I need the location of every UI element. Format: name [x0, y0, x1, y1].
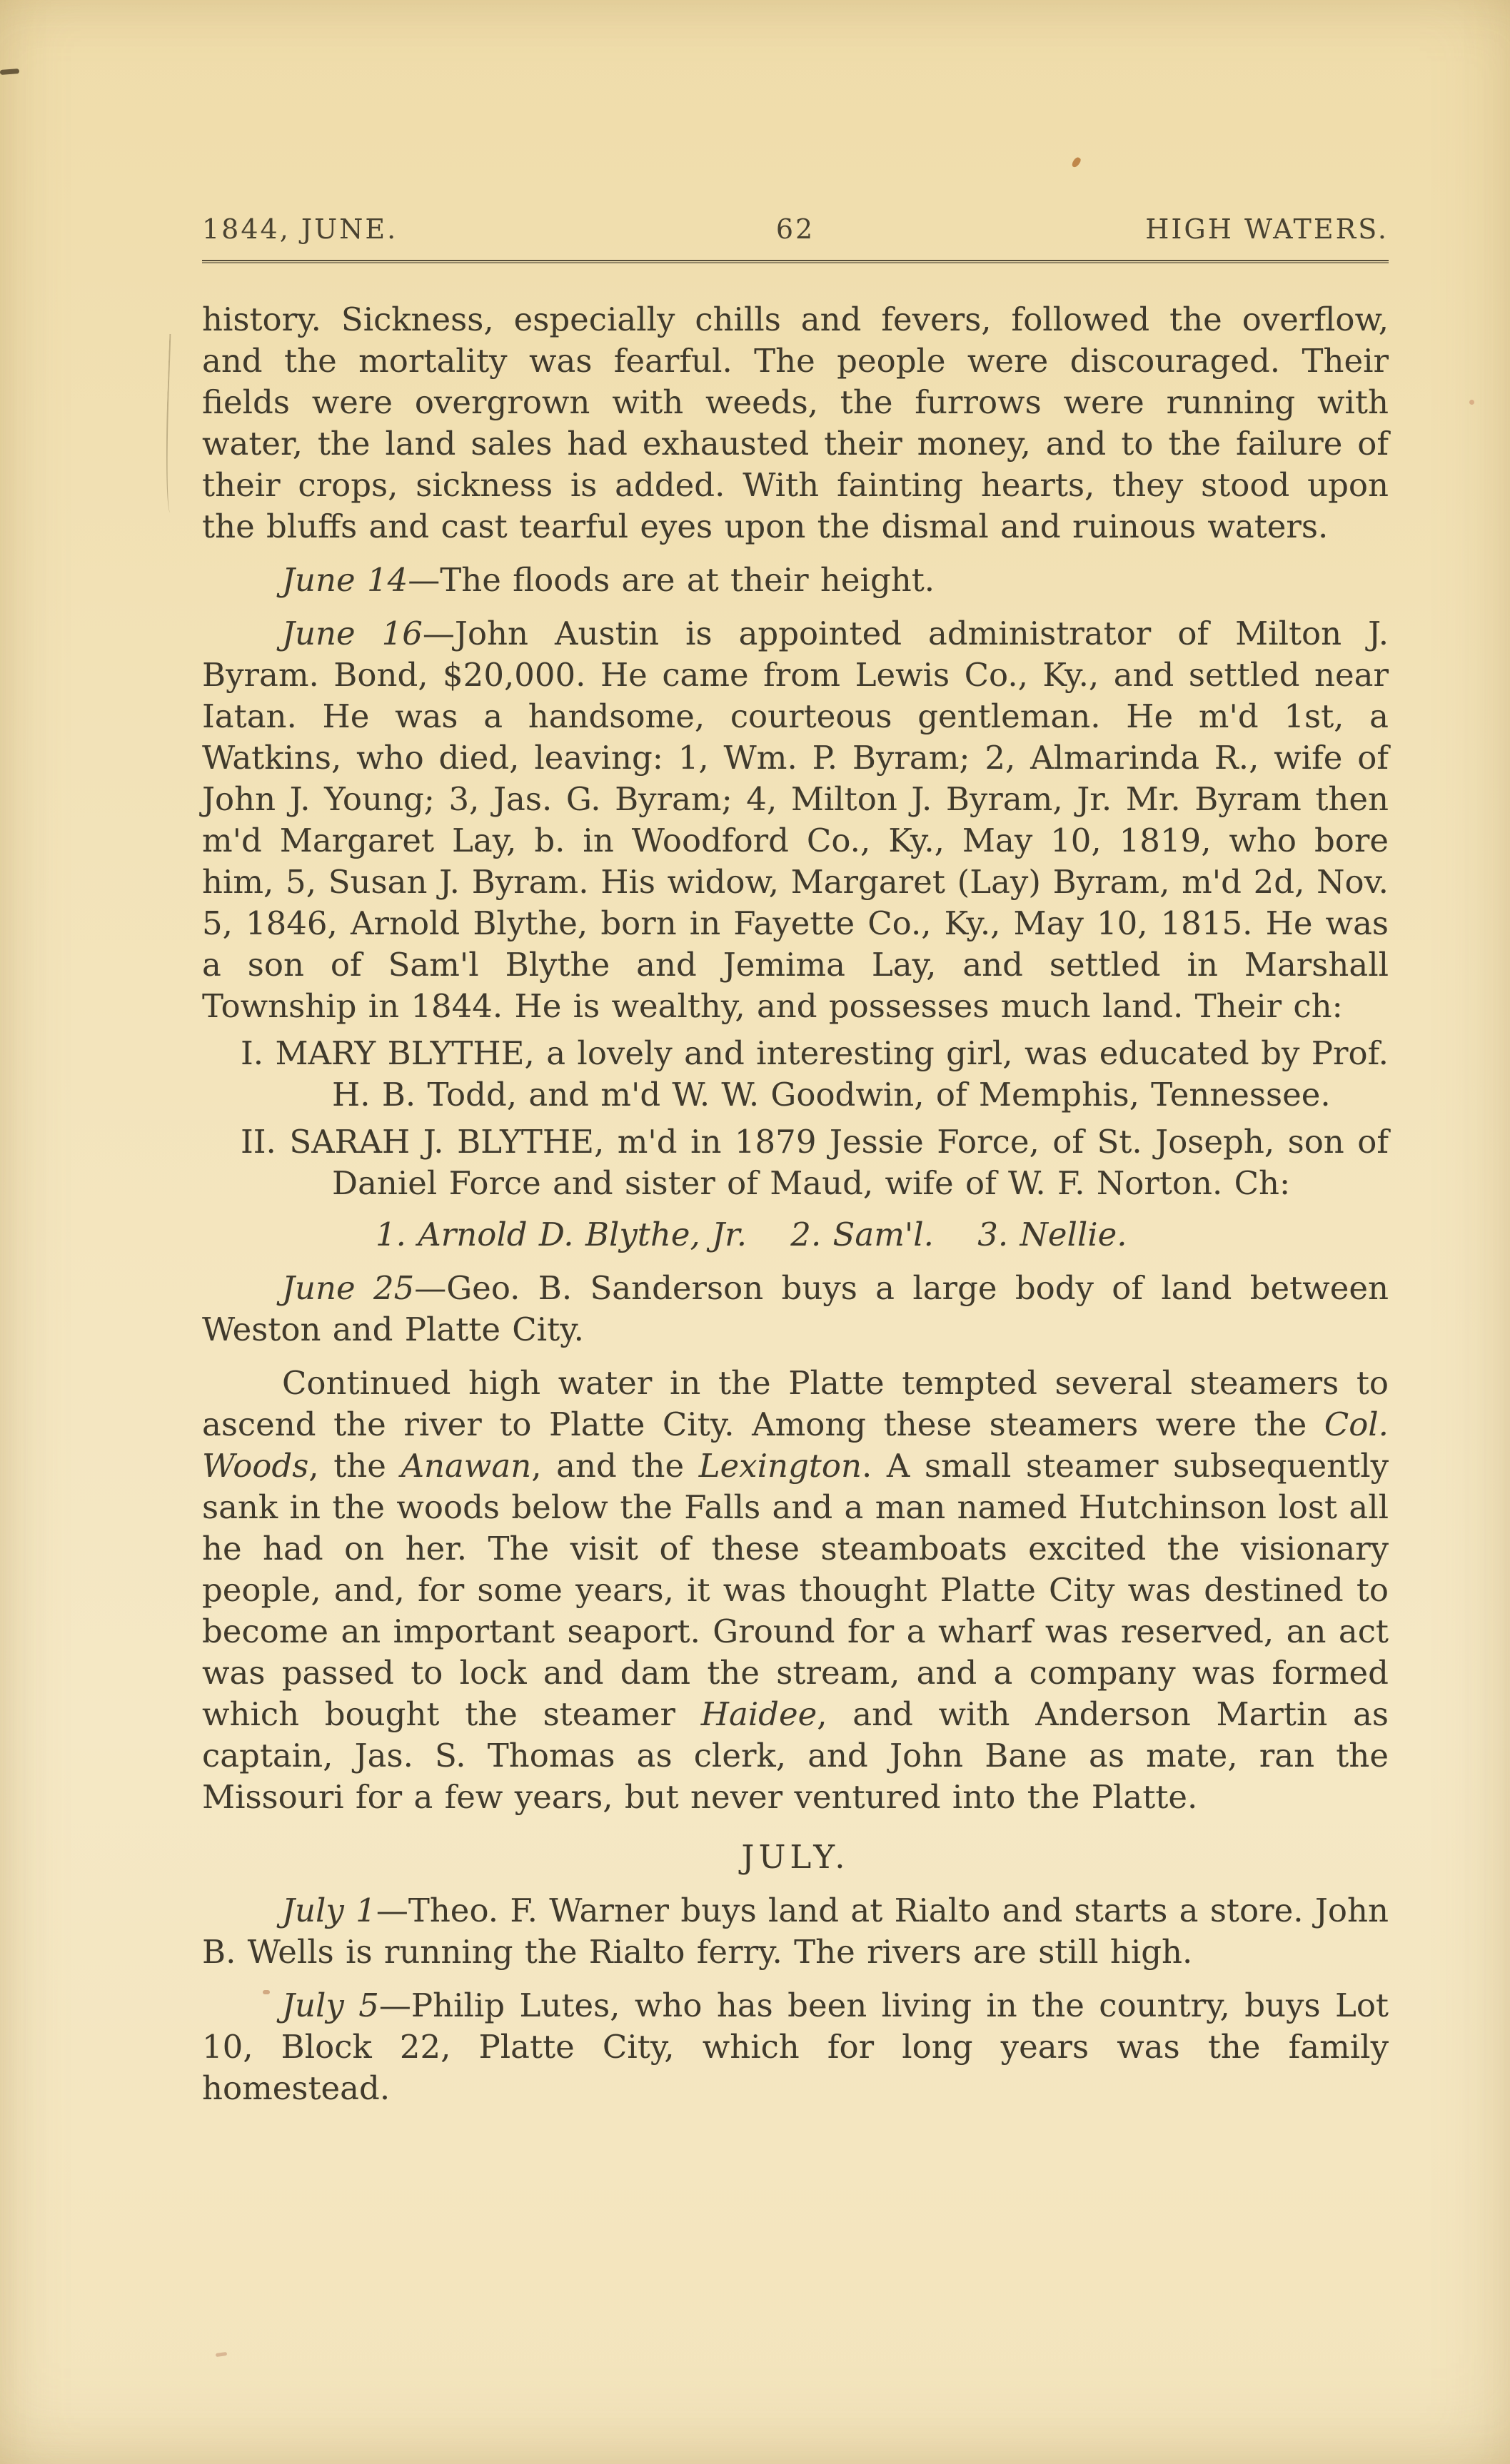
page-number: 62: [775, 213, 815, 245]
text-run: Continued high water in the Platte tempted several steamers to ascend the river to Platte City. Among these steamers were the: [202, 1364, 1389, 1443]
page-content: [202, 214, 1389, 2109]
italic-run: Haidee: [700, 1695, 817, 1733]
text-run: —John Austin is appointed administrator of Milton J. Byram. Bond, $20,000. He came from Lewis Co., Ky., and settled near Iatan. He was a handsome, courteous gentleman. He m'd 1st, a Watkins, who died, leaving: 1, Wm. P. Byram; 2, Almarinda R., wife of John J. Young; 3, Jas. G. Byram; 4, Milton J. Byram, Jr. Mr. Byram then m'd Margaret Lay, b. in Woodford Co., Ky., May 10, 1819, who bore him, 5, Susan J. Byram. His widow, Margaret (Lay) Byram, m'd 2d, Nov. 5, 1846, Arnold Blythe, born in Fayette Co., Ky., May 10, 1815. He was a son of Sam'l Blythe and Jemima Lay, and settled in Marshall Township in 1844. He is wealthy, and possesses much land. Their ch:: [202, 615, 1389, 1025]
paragraph: [202, 1033, 1389, 1116]
text-run: —Geo. B. Sanderson buys a large body of land between Weston and Platte City.: [202, 1269, 1389, 1348]
paragraph: [202, 560, 1389, 601]
italic-run: 1. Arnold D. Blythe, Jr. 2. Sam'l. 3. Nellie.: [376, 1216, 1127, 1253]
italic-run: July 5: [282, 1986, 379, 2024]
text-run: I. MARY BLYTHE, a lovely and interesting girl, was educated by Prof. H. B. Todd, and m'd W. W. Goodwin, of Memphis, Tennessee.: [241, 1034, 1389, 1114]
italic-run: June 16: [282, 615, 423, 652]
running-header: [202, 214, 1389, 244]
italic-run: Col. Woods: [202, 1405, 1389, 1485]
text-run: —The floods are at their height.: [408, 561, 935, 599]
paragraph: [202, 613, 1389, 1027]
paragraph: [202, 299, 1389, 547]
paper-speck: [1469, 400, 1474, 405]
italic-run: June 14: [282, 561, 408, 599]
header-rule: [202, 260, 1389, 263]
text-run: history. Sickness, especially chills and fevers, followed the overflow, and the mortality was fearful. The people were discouraged. Their fields were overgrown with weeds, the furrows were running with water, the land sales had exhausted their money, and to the failure of their crops, sickness is added. With fainting hearts, they stood upon the bluffs and cast tearful eyes upon the dismal and ruinous waters.: [202, 301, 1389, 545]
section-heading: [202, 1837, 1389, 1878]
italic-run: June 25: [282, 1269, 415, 1307]
text-run: , and with Anderson Martin as captain, Jas. S. Thomas as clerk, and John Bane as mate, ran the Missouri for a few years, but never ventured into the Platte.: [202, 1695, 1389, 1816]
paper-speck: [216, 2352, 228, 2357]
paragraph: [202, 1890, 1389, 1973]
text-run: . A small steamer subsequently sank in the woods below the Falls and a man named Hutchinson lost all he had on her. The visit of these steamboats excited the visionary people, and, for some years, it was thought Platte City was destined to become an important seaport. Ground for a wharf was reserved, an act was passed to lock and dam the stream, and a company was formed which bought the steamer: [202, 1447, 1389, 1733]
text-run: —Philip Lutes, who has been living in the country, buys Lot 10, Block 22, Platte City, which for long years was the family homestead.: [202, 1986, 1389, 2107]
paragraph: [202, 1363, 1389, 1818]
paragraph: [202, 1121, 1389, 1204]
paragraph: [202, 1214, 1389, 1256]
paper-speck: [0, 69, 19, 75]
text-run: II. SARAH J. BLYTHE, m'd in 1879 Jessie Force, of St. Joseph, son of Daniel Force and sister of Maud, wife of W. F. Norton. Ch:: [241, 1123, 1389, 1202]
text-run: , the: [308, 1447, 401, 1485]
paper-scratch: [163, 334, 180, 513]
text-run: , and the: [531, 1447, 699, 1485]
italic-run: Lexington: [698, 1447, 862, 1485]
text-run: JULY.: [741, 1838, 850, 1876]
italic-run: Anawan: [401, 1447, 532, 1485]
italic-run: July 1: [282, 1892, 376, 1929]
paragraph: [202, 1985, 1389, 2109]
paper-speck: [1071, 156, 1082, 168]
running-title: HIGH WATERS.: [1145, 213, 1389, 245]
paragraph: [202, 1268, 1389, 1350]
header-date: 1844, JUNE.: [202, 213, 398, 245]
text-run: —Theo. F. Warner buys land at Rialto and starts a store. John B. Wells is running the Rialto ferry. The rivers are still high.: [202, 1892, 1389, 1971]
page-text: [202, 299, 1389, 2109]
